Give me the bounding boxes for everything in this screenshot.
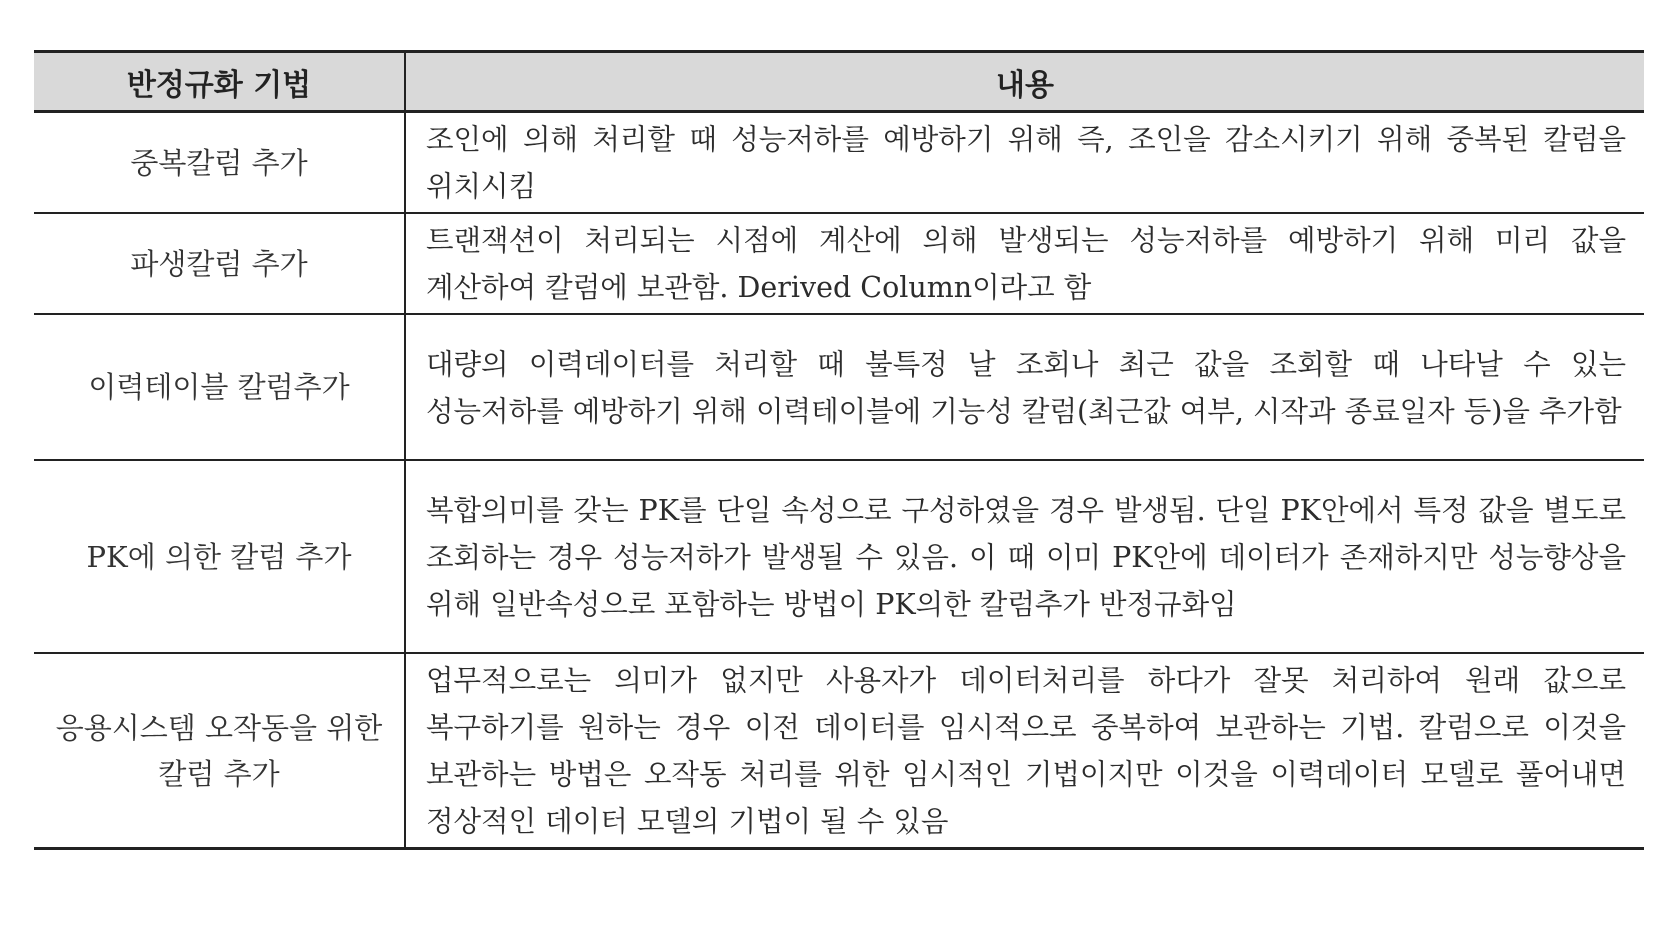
technique-cell: 이력테이블 칼럼추가	[34, 314, 405, 460]
content-cell: 트랜잭션이 처리되는 시점에 계산에 의해 발생되는 성능저하를 예방하기 위해 미리 값을 계산하여 칼럼에 보관함. Derived Column이라고 함	[405, 213, 1644, 314]
content-cell: 조인에 의해 처리할 때 성능저하를 예방하기 위해 즉, 조인을 감소시키기 위해 중복된 칼럼을 위치시킴	[405, 112, 1644, 214]
table-row	[34, 112, 1644, 214]
technique-cell: PK에 의한 칼럼 추가	[34, 460, 405, 653]
content-cell: 대량의 이력데이터를 처리할 때 불특정 날 조회나 최근 값을 조회할 때 나타날 수 있는 성능저하를 예방하기 위해 이력테이블에 기능성 칼럼(최근값 여부, 시작과 종료일자 등)을 추가함	[405, 314, 1644, 460]
denormalization-table	[34, 50, 1644, 850]
table-row	[34, 653, 1644, 849]
header-technique: 반정규화 기법	[34, 52, 405, 112]
content-cell: 업무적으로는 의미가 없지만 사용자가 데이터처리를 하다가 잘못 처리하여 원래 값으로 복구하기를 원하는 경우 이전 데이터를 임시적으로 중복하여 보관하는 기법. 칼럼으로 이것을 보관하는 방법은 오작동 처리를 위한 임시적인 기법이지만 이것을 이력데이터 모델로 풀어내면 정상적인 데이터 모델의 기법이 될 수 있음	[405, 653, 1644, 849]
table-row	[34, 460, 1644, 653]
header-content: 내용	[405, 52, 1644, 112]
content-cell: 복합의미를 갖는 PK를 단일 속성으로 구성하였을 경우 발생됨. 단일 PK안에서 특정 값을 별도로 조회하는 경우 성능저하가 발생될 수 있음. 이 때 이미 PK안에 데이터가 존재하지만 성능향상을 위해 일반속성으로 포함하는 방법이 PK의한 칼럼추가 반정규화임	[405, 460, 1644, 653]
technique-cell: 응용시스템 오작동을 위한 칼럼 추가	[34, 653, 405, 849]
table-header-row	[34, 52, 1644, 112]
technique-cell: 중복칼럼 추가	[34, 112, 405, 214]
table-row	[34, 213, 1644, 314]
table-row	[34, 314, 1644, 460]
technique-cell: 파생칼럼 추가	[34, 213, 405, 314]
